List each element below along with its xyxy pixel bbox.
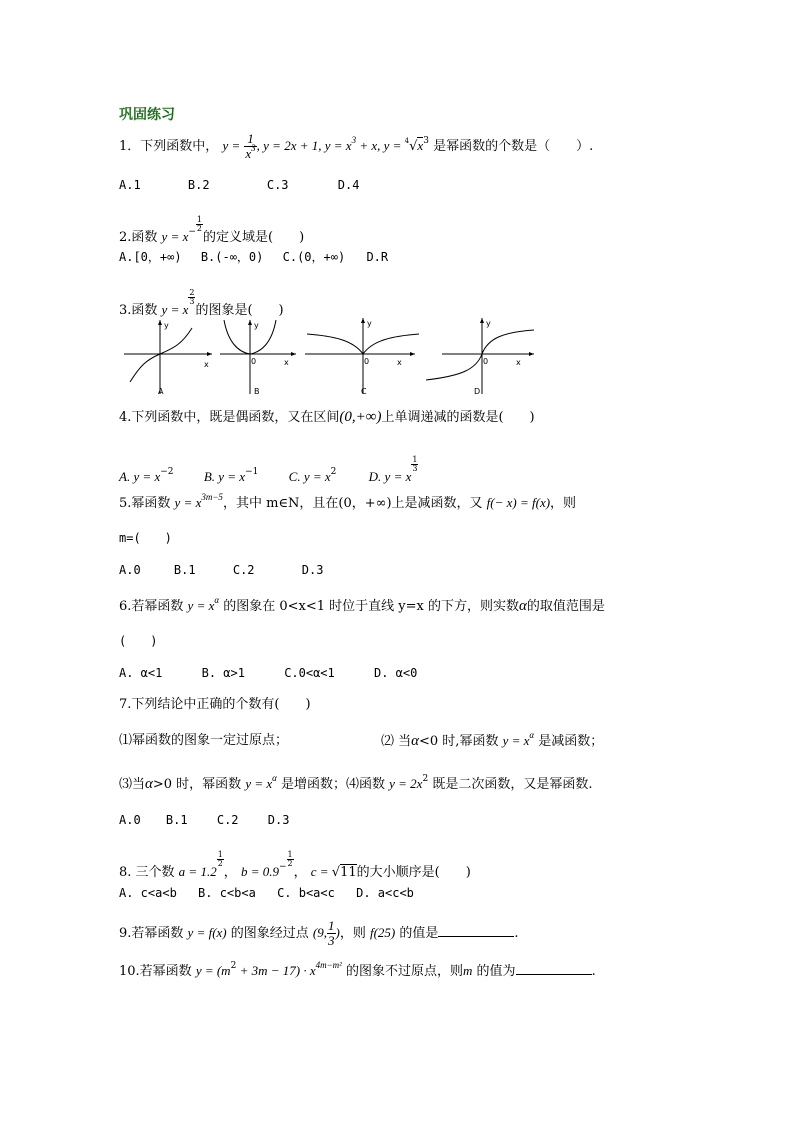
q2-options — [119, 249, 388, 265]
question-7: 7.下列结论中正确的个数有( ) — [119, 697, 311, 712]
question-4: 4.下列函数中，既是偶函数，又在区间(0,+∞)上单调递减的函数是( ) — [119, 409, 535, 425]
q4-options — [119, 456, 418, 487]
y-arrow-icon — [158, 320, 162, 325]
graph-b[interactable] — [218, 316, 300, 396]
q7-option-b[interactable]: B.1 — [165, 813, 188, 827]
q6-options — [119, 665, 417, 681]
x-arrow-icon — [529, 352, 534, 356]
graph-label-a: A — [158, 387, 164, 396]
question-5: 5.幂函数 $y = x^{3m-5}$，其中 m∈N，且在(0，+∞)上是减函数，又 f(− x) = f(x)，则 — [119, 492, 577, 511]
question-8: 8. 三个数 a = 1.2 $\frac{1}{2}$ ， b = 0.9− $\frac{1}{2}$ ， c = √11的大小顺序是( ) — [119, 850, 471, 880]
x-label: x — [284, 358, 289, 367]
q5-option-d[interactable]: D.3 — [301, 563, 324, 577]
q5-option-c[interactable]: C.2 — [232, 563, 255, 577]
q1-option-a[interactable]: A.1 — [119, 178, 141, 192]
y-label: y — [367, 319, 372, 328]
graph-label-b: B — [254, 387, 260, 396]
question-10: 10.若幂函数 $y = (m^2 + 3m - 17) \cdot x^{4m-m^2}$ 的图象不过原点，则m 的值为 . — [119, 960, 596, 979]
origin-label: 0 — [364, 357, 370, 366]
q4-option-b[interactable]: B. $y = x^{-1}$ — [203, 467, 259, 484]
q6-line2: ( ) — [119, 634, 158, 648]
x-arrow-icon — [291, 352, 296, 356]
origin-label: 0 — [251, 357, 257, 366]
x-label: x — [516, 358, 521, 367]
q7-option-d[interactable]: D.3 — [267, 813, 290, 827]
y-arrow-icon — [248, 320, 252, 325]
curve-d — [426, 330, 534, 380]
q7-statement-2: ⑵ 当α<0 时,幂函数 $y = x^\alpha$ 是减函数； — [381, 730, 604, 749]
graph-d[interactable] — [424, 316, 536, 396]
q7-option-c[interactable]: C.2 — [216, 813, 239, 827]
graph-label-d: D — [474, 387, 481, 396]
q8-option-a[interactable]: A. c<a<b — [119, 886, 177, 900]
q7-options — [119, 812, 289, 828]
q4-option-a[interactable]: A. $y = x^{-2}$ — [119, 467, 174, 484]
q5-options — [119, 562, 323, 578]
q6-option-b[interactable]: B. α>1 — [201, 666, 245, 680]
section-title: 巩固练习 — [119, 107, 175, 123]
origin-label: 0 — [483, 357, 489, 366]
q2-option-b[interactable]: B.(-∞，0) — [200, 250, 264, 264]
graph-c[interactable] — [303, 316, 421, 396]
q6-option-a[interactable]: A. α<1 — [119, 666, 163, 680]
q2-option-a[interactable]: A.[0，+∞) — [119, 250, 182, 264]
q9-answer-blank[interactable] — [438, 924, 514, 937]
q5-line2: m=( ) — [119, 531, 172, 545]
y-label: y — [254, 321, 259, 330]
q2-option-c[interactable]: C.(0，+∞) — [282, 250, 346, 264]
q8-option-d[interactable]: D. a<c<b — [356, 886, 414, 900]
y-label: y — [486, 319, 491, 328]
q8-option-b[interactable]: B. c<b<a — [198, 886, 256, 900]
question-1: 1．下列函数中， y = $\frac{1}{x^3}$ , y = 2x + 1, $y = x^3 + x$, $y = ^4√x^3$ 是幂函数的个数是（ ）. — [119, 131, 594, 161]
q1-option-c[interactable]: C.3 — [266, 178, 289, 192]
question-6: 6.若幂函数 $y = x^\alpha$ 的图象在 0<x<1 时位于直线 y=x 的下方，则实数α的取值范围是 — [119, 595, 605, 614]
q7-statement-1: ⑴幂函数的图象一定过原点； — [119, 733, 289, 748]
q6-option-c[interactable]: C.0<α<1 — [284, 666, 335, 680]
q1-option-d[interactable]: D.4 — [337, 178, 360, 192]
x-arrow-icon — [207, 352, 212, 356]
q8-option-c[interactable]: C. b<a<c — [277, 886, 335, 900]
question-9: 9.若幂函数 y = f(x) 的图象经过点 (9, $\frac{1}{3}$ )，则 f(25) 的值是 . — [119, 918, 519, 948]
question-3: 3.函数 y = x $\frac{2}{3}$ 的图象是( ) — [119, 288, 284, 318]
q7-statement-3-4: ⑶当α>0 时，幂函数 $y = x^\alpha$ 是增函数；⑷函数 $y = 2x^2$ 既是二次函数，又是幂函数. — [119, 773, 593, 792]
q5-option-a[interactable]: A.0 — [119, 563, 141, 577]
q10-answer-blank[interactable] — [516, 962, 592, 975]
q1-option-b[interactable]: B.2 — [187, 178, 210, 192]
x-label: x — [204, 360, 209, 369]
q4-option-c[interactable]: C. $y = x^2$ — [288, 467, 337, 484]
q8-options — [119, 885, 414, 901]
y-arrow-icon — [480, 318, 484, 323]
q2-option-d[interactable]: D.R — [366, 250, 389, 264]
x-label: x — [397, 358, 402, 367]
q1-options — [119, 177, 359, 193]
fraction-1-over-x3: $\frac{1}{x^3}$ — [245, 131, 256, 161]
question-2: 2.函数 y = x− $\frac{1}{2}$ 的定义域是( ) — [119, 215, 305, 245]
x-arrow-icon — [410, 352, 415, 356]
graph-label-c: C — [361, 387, 367, 396]
graph-a[interactable] — [120, 316, 215, 396]
q6-option-d[interactable]: D. α<0 — [374, 666, 418, 680]
curve-a — [130, 328, 192, 382]
q5-option-b[interactable]: B.1 — [173, 563, 196, 577]
q7-option-a[interactable]: A.0 — [119, 813, 141, 827]
y-arrow-icon — [361, 318, 365, 323]
q4-option-d[interactable]: D. y = x $\frac{1}{3}$ — [368, 455, 418, 484]
y-label: y — [164, 321, 169, 330]
